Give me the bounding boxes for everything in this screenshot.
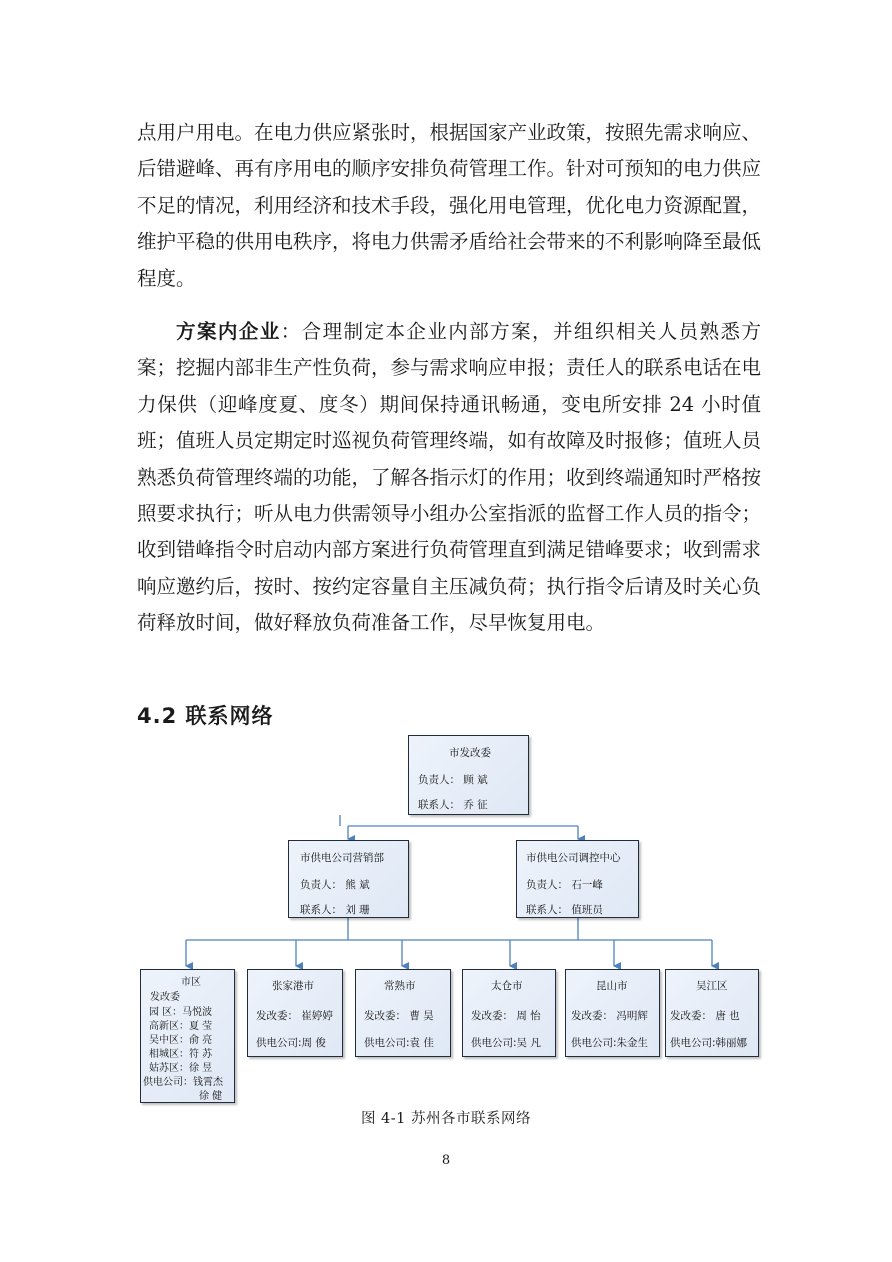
body-paragraph-2: [137, 314, 761, 642]
node-line-2: 供电公司:周 俊: [256, 1037, 326, 1049]
node-line-1: 发改委： 周 怡: [471, 1010, 541, 1022]
node-line-2: 联系人： 值班员: [526, 904, 603, 916]
node-wujiang: [665, 969, 759, 1057]
node-line-1: 发改委： 冯明辉: [571, 1010, 648, 1022]
node-line-2: 供电公司:袁 佳: [364, 1037, 434, 1049]
node-line-2: 供电公司:朱金生: [571, 1037, 649, 1049]
page-number: 8: [441, 1153, 451, 1168]
node-title: 昆山市: [596, 980, 628, 992]
paragraph-lead-colon: ：: [280, 320, 302, 343]
node-title: 市区: [181, 977, 201, 988]
paragraph-2-text: 合理制定本企业内部方案，并组织相关人员熟悉方案；挖掘内部非生产性负荷，参与需求响应申报；责任人的联系电话在电力保供（迎峰度夏、度冬）期间保持通讯畅通，变电所安排 24 小时值班；值班人员定期定时巡视负荷管理终端，如有故障及时报修；值班人员熟悉负荷管理终端的功能，了解各指示灯的作用；收到终端通知时严格按照要求执行；听从电力供需领导小组办公室指派的监督工作人员的指令；收到错峰指令时启动内部方案进行负荷管理直到满足错峰要求；收到需求响应邀约后，按时、按约定容量自主压减负荷；执行指令后请及时关心负荷释放时间，做好释放负荷准备工作，尽早恢复用电。: [137, 320, 762, 635]
node-dispatch-center: [516, 840, 639, 918]
node-marketing-dept: [288, 840, 409, 918]
node-line-1: 发改委： 唐 也: [670, 1010, 740, 1022]
node-row-1: 园 区：马悦波: [149, 1007, 213, 1018]
body-paragraph-1: 点用户用电。在电力供应紧张时，根据国家产业政策，按照先需求响应、后错避峰、再有序用电的顺序安排负荷管理工作。针对可预知的电力供应不足的情况，利用经济和技术手段，强化用电管理，优化电力资源配置，维护平稳的供用电秩序，将电力供需矛盾给社会带来的不利影响降至最低程度。: [137, 121, 762, 290]
node-title: 市供电公司营销部: [300, 852, 384, 864]
node-line-2: 联系人： 刘 珊: [300, 904, 370, 916]
node-title: 太仓市: [491, 980, 523, 992]
node-line-1: 负责人： 顾 斌: [418, 774, 488, 786]
figure-caption: 图 4-1 苏州各市联系网络: [360, 1111, 532, 1127]
node-line-2: 联系人： 乔 征: [418, 799, 488, 811]
node-row-3: 吴中区：俞 亮: [149, 1035, 213, 1046]
node-row-2: 高新区：夏 莹: [149, 1021, 213, 1032]
node-line-2: 供电公司:韩丽娜: [670, 1037, 748, 1049]
node-line-1: 负责人： 熊 斌: [300, 879, 370, 891]
paragraph-lead-term: 方案内企业: [176, 320, 281, 343]
node-line-2: 供电公司:吴 凡: [471, 1037, 541, 1049]
node-taicang: [462, 969, 556, 1057]
node-subtitle: 发改委: [150, 992, 180, 1003]
node-row-4: 相城区：符 苏: [149, 1049, 213, 1060]
node-line-1: 发改委： 崔婷婷: [256, 1010, 333, 1022]
node-city-development-commission: [408, 735, 529, 815]
node-title: 市供电公司调控中心: [526, 852, 621, 864]
node-line-1: 发改委： 曹 昊: [364, 1010, 434, 1022]
node-title: 吴江区: [696, 980, 728, 992]
node-zhangjiagang: [247, 969, 343, 1057]
node-line-1: 负责人： 石一峰: [526, 879, 603, 891]
node-row-7: 徐 健: [199, 1091, 223, 1102]
node-title: 市发改委: [449, 747, 491, 759]
node-title: 常熟市: [384, 980, 416, 992]
node-city-district: [140, 969, 235, 1103]
node-kunshan: [565, 969, 660, 1057]
node-row-6: 供电公司：钱霄杰: [143, 1077, 223, 1088]
section-heading: 4.2 联系网络: [137, 704, 274, 728]
node-row-5: 姑苏区：徐 昱: [149, 1063, 213, 1074]
node-title: 张家港市: [272, 980, 314, 992]
node-changshu: [355, 969, 451, 1057]
